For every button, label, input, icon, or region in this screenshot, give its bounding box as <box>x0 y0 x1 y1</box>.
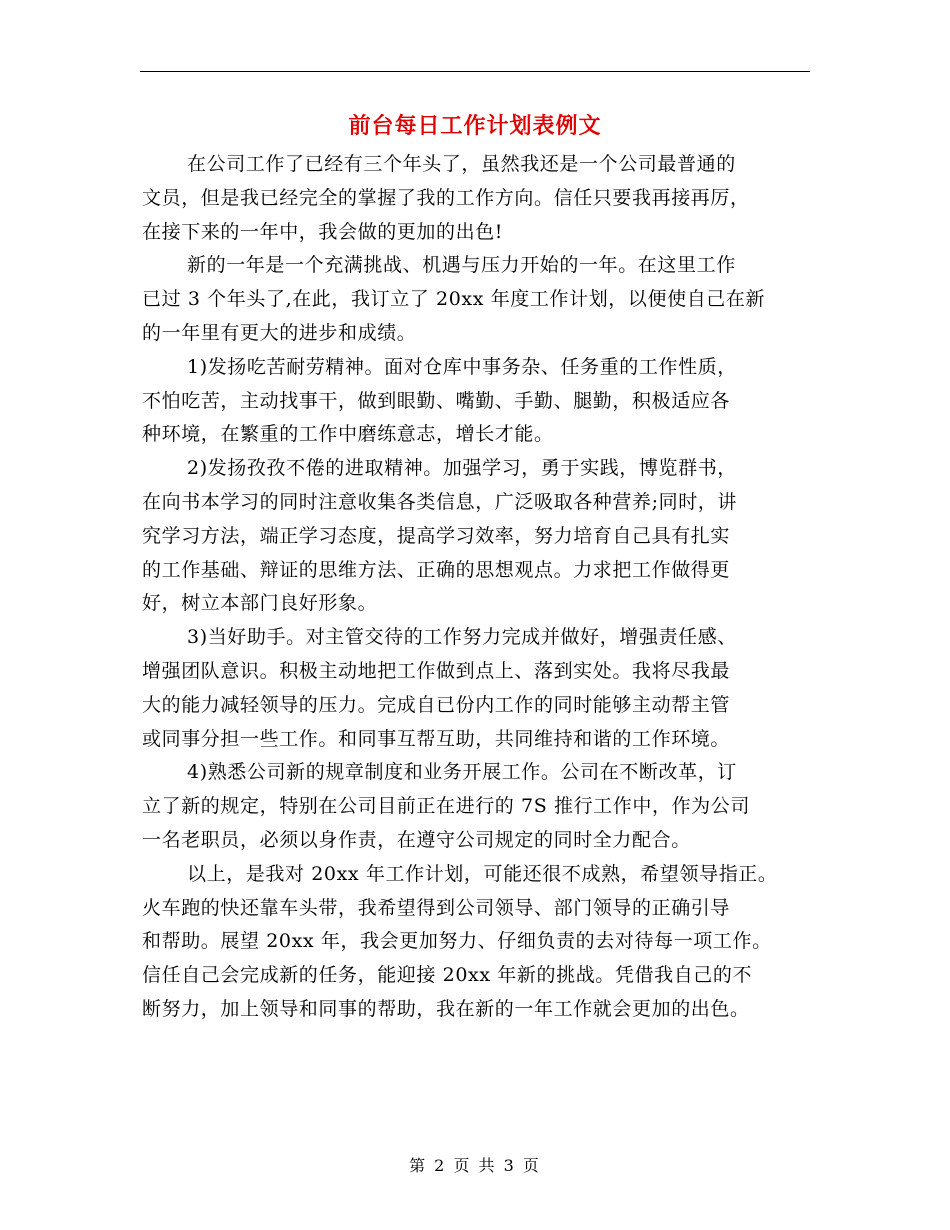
text-line: 在向书本学习的同时注意收集各类信息，广泛吸取各种营养;同时，讲 <box>142 490 738 513</box>
text-line: 以上，是我对 20xx 年工作计划，可能还很不成熟，希望领导指正。 <box>187 862 778 885</box>
text-line: 已过 3 个年头了,在此，我订立了 20xx 年度工作计划，以便使自己在新 <box>142 288 766 311</box>
text-line: 的工作基础、辩证的思维方法、正确的思想观点。力求把工作做得更 <box>142 558 731 581</box>
text-line: 一名老职员，必须以身作责，在遵守公司规定的同时全力配合。 <box>142 828 691 851</box>
paragraph <box>142 621 812 756</box>
text-line: 文员，但是我已经完全的掌握了我的工作方向。信任只要我再接再厉， <box>142 186 750 209</box>
text-line: 和帮助。展望 20xx 年，我会更加努力、仔细负责的去对待每一项工作。 <box>142 930 772 953</box>
text-line: 2)发扬孜孜不倦的进取精神。加强学习，勇于实践，博览群书， <box>187 457 737 480</box>
text-line: 在接下来的一年中，我会做的更加的出色! <box>142 220 504 243</box>
text-line: 在公司工作了已经有三个年头了，虽然我还是一个公司最普通的 <box>187 153 736 175</box>
paragraph <box>142 756 812 857</box>
text-line: 不怕吃苦，主动找事干，做到眼勤、嘴勤、手勤、腿勤，积极适应各 <box>142 389 731 412</box>
text-line: 火车跑的快还靠车头带，我希望得到公司领导、部门领导的正确引导 <box>142 896 731 919</box>
text-line: 增强团队意识。积极主动地把工作做到点上、落到实处。我将尽我最 <box>142 659 731 682</box>
text-line: 好，树立本部门良好形象。 <box>142 592 378 615</box>
document-title: 前台每日工作计划表例文 <box>348 113 602 139</box>
text-line: 1)发扬吃苦耐劳精神。面对仓库中事务杂、任务重的工作性质， <box>187 355 737 378</box>
text-line: 究学习方法，端正学习态度，提高学习效率，努力培育自己具有扎实 <box>142 524 731 547</box>
text-line: 或同事分担一些工作。和同事互帮互助，共同维持和谐的工作环境。 <box>142 727 731 750</box>
text-line: 大的能力减轻领导的压力。完成自已份内工作的同时能够主动帮主管 <box>142 693 731 716</box>
paragraph <box>142 148 812 249</box>
text-line: 种环境，在繁重的工作中磨练意志，增长才能。 <box>142 423 554 446</box>
text-line: 立了新的规定，特别在公司目前正在进行的 7S 推行工作中，作为公司 <box>142 795 750 818</box>
document-body <box>142 148 812 1027</box>
paragraph <box>142 351 812 452</box>
paragraph <box>142 858 812 1027</box>
paragraph <box>142 249 812 350</box>
text-line: 新的一年是一个充满挑战、机遇与压力开始的一年。在这里工作 <box>187 254 736 277</box>
text-line: 4)熟悉公司新的规章制度和业务开展工作。公司在不断改革，订 <box>187 761 737 784</box>
text-line: 断努力，加上领导和同事的帮助，我在新的一年工作就会更加的出色。 <box>142 997 750 1020</box>
header-rule <box>140 71 810 72</box>
text-line: 的一年里有更大的进步和成绩。 <box>142 321 417 344</box>
text-line: 3)当好助手。对主管交待的工作努力完成并做好，增强责任感、 <box>187 626 737 649</box>
page-number: 第 2 页 共 3 页 <box>409 1156 541 1175</box>
paragraph <box>142 452 812 621</box>
text-line: 信任自己会完成新的任务，能迎接 20xx 年新的挑战。凭借我自己的不 <box>142 964 753 987</box>
